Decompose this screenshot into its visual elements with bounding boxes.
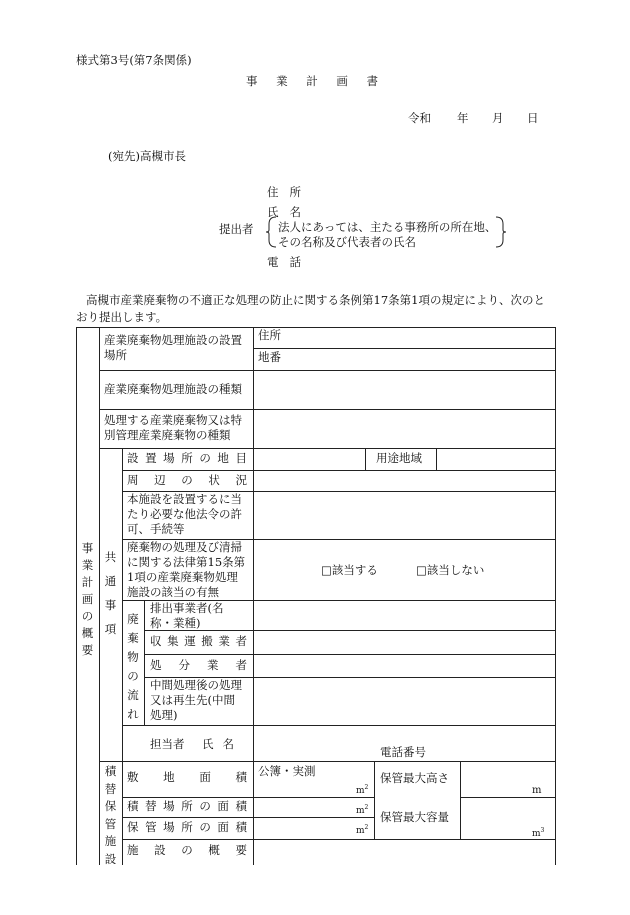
sqm-unit: $m^2$	[356, 804, 369, 816]
submitter-label: 提出者	[219, 222, 254, 236]
intro-line2: おり提出します。	[76, 310, 168, 324]
section-label-plan-overview: 事 業 計 画 の 概 要	[81, 541, 94, 657]
facility-type-label: 産業廃棄物処理施設の種類	[104, 382, 242, 396]
date-day: 日	[527, 111, 539, 125]
title-char: 計	[306, 74, 318, 88]
form-number: 様式第3号(第7条関係)	[76, 53, 192, 67]
bracket-right	[495, 216, 507, 248]
max-capacity-label: 保管最大容量	[380, 810, 449, 824]
registry-actual-label: 公簿・実測	[258, 764, 316, 778]
section-label-common: 共 通 事 項	[104, 550, 117, 636]
applicable-checkbox[interactable]: □該当する	[321, 563, 378, 577]
applicant-note-line2: その名称及び代表者の氏名	[278, 235, 416, 249]
date-era: 令和	[408, 111, 431, 125]
phone-number-label: 電話番号	[380, 745, 426, 759]
collector-label: 収 集 運 搬 業 者	[150, 634, 247, 648]
phone-label: 電 話	[267, 255, 301, 269]
sqm-unit: $m^2$	[356, 784, 369, 796]
applicant-note-line1: 法人にあっては、主たる事務所の所在地、	[278, 220, 497, 234]
not-applicable-checkbox[interactable]: □該当しない	[416, 563, 485, 577]
intro-line1: 高槻市産業廃棄物の不適正な処理の防止に関する条例第17条第1項の規定により、次のと	[86, 293, 545, 307]
waste-type-label: 処理する産業廃棄物又は特 別管理産業廃棄物の種類	[104, 413, 242, 442]
emitter-label: 排出事業者(名 称・業種)	[150, 601, 224, 630]
transfer-area-label: 積 替 場 所 の 面 積	[127, 799, 247, 813]
meter-unit: m	[532, 785, 542, 796]
disposer-label: 処 分 業 者	[150, 658, 247, 672]
address-label: 住 所	[267, 185, 301, 199]
cubic-meter-unit: $m^3$	[532, 827, 545, 839]
storage-area-label: 保 管 場 所 の 面 積	[127, 820, 247, 834]
surroundings-label: 周 辺 の 状 況	[127, 473, 247, 487]
name-label: 氏 名	[267, 205, 301, 219]
title-char: 書	[366, 74, 378, 88]
use-district-label: 用途地域	[376, 451, 422, 465]
other-permits-label: 本施設を設置するに当 たり必要な他法令の許 可、手続等	[127, 492, 242, 536]
addressee: (宛先)高槻市長	[108, 149, 186, 163]
person-name-label: 氏 名	[202, 737, 234, 751]
site-area-label: 敷 地 面 積	[127, 770, 247, 784]
address-field-label: 住所	[258, 328, 281, 342]
sqm-unit: $m^2$	[356, 824, 369, 836]
title-char: 画	[336, 74, 348, 88]
section-label-storage: 積 替 保 管 施 設	[104, 764, 117, 866]
land-category-label: 設 置 場 所 の 地 目	[127, 451, 247, 465]
title-char: 業	[276, 74, 288, 88]
date-month: 月	[492, 111, 504, 125]
max-height-label: 保管最大高さ	[380, 771, 449, 785]
article15-label: 廃棄物の処理及び清掃 に関する法律第15条第 1項の産業廃棄物処理 施設の該当の有無	[127, 540, 246, 599]
facility-location-label: 産業廃棄物処理施設の設置 場所	[104, 333, 242, 362]
lot-number-field-label: 地番	[258, 350, 281, 364]
document-title	[246, 73, 378, 89]
recycle-destination-label: 中間処理後の処理 又は再生先(中間 処理)	[150, 678, 242, 722]
title-char: 事	[246, 74, 258, 88]
person-in-charge-label: 担当者	[150, 737, 185, 751]
section-label-waste-flow: 廃 棄 物 の 流 れ	[127, 612, 139, 721]
bracket-left	[266, 216, 278, 248]
date-year: 年	[457, 111, 469, 125]
facility-overview-label: 施 設 の 概 要	[127, 843, 247, 857]
